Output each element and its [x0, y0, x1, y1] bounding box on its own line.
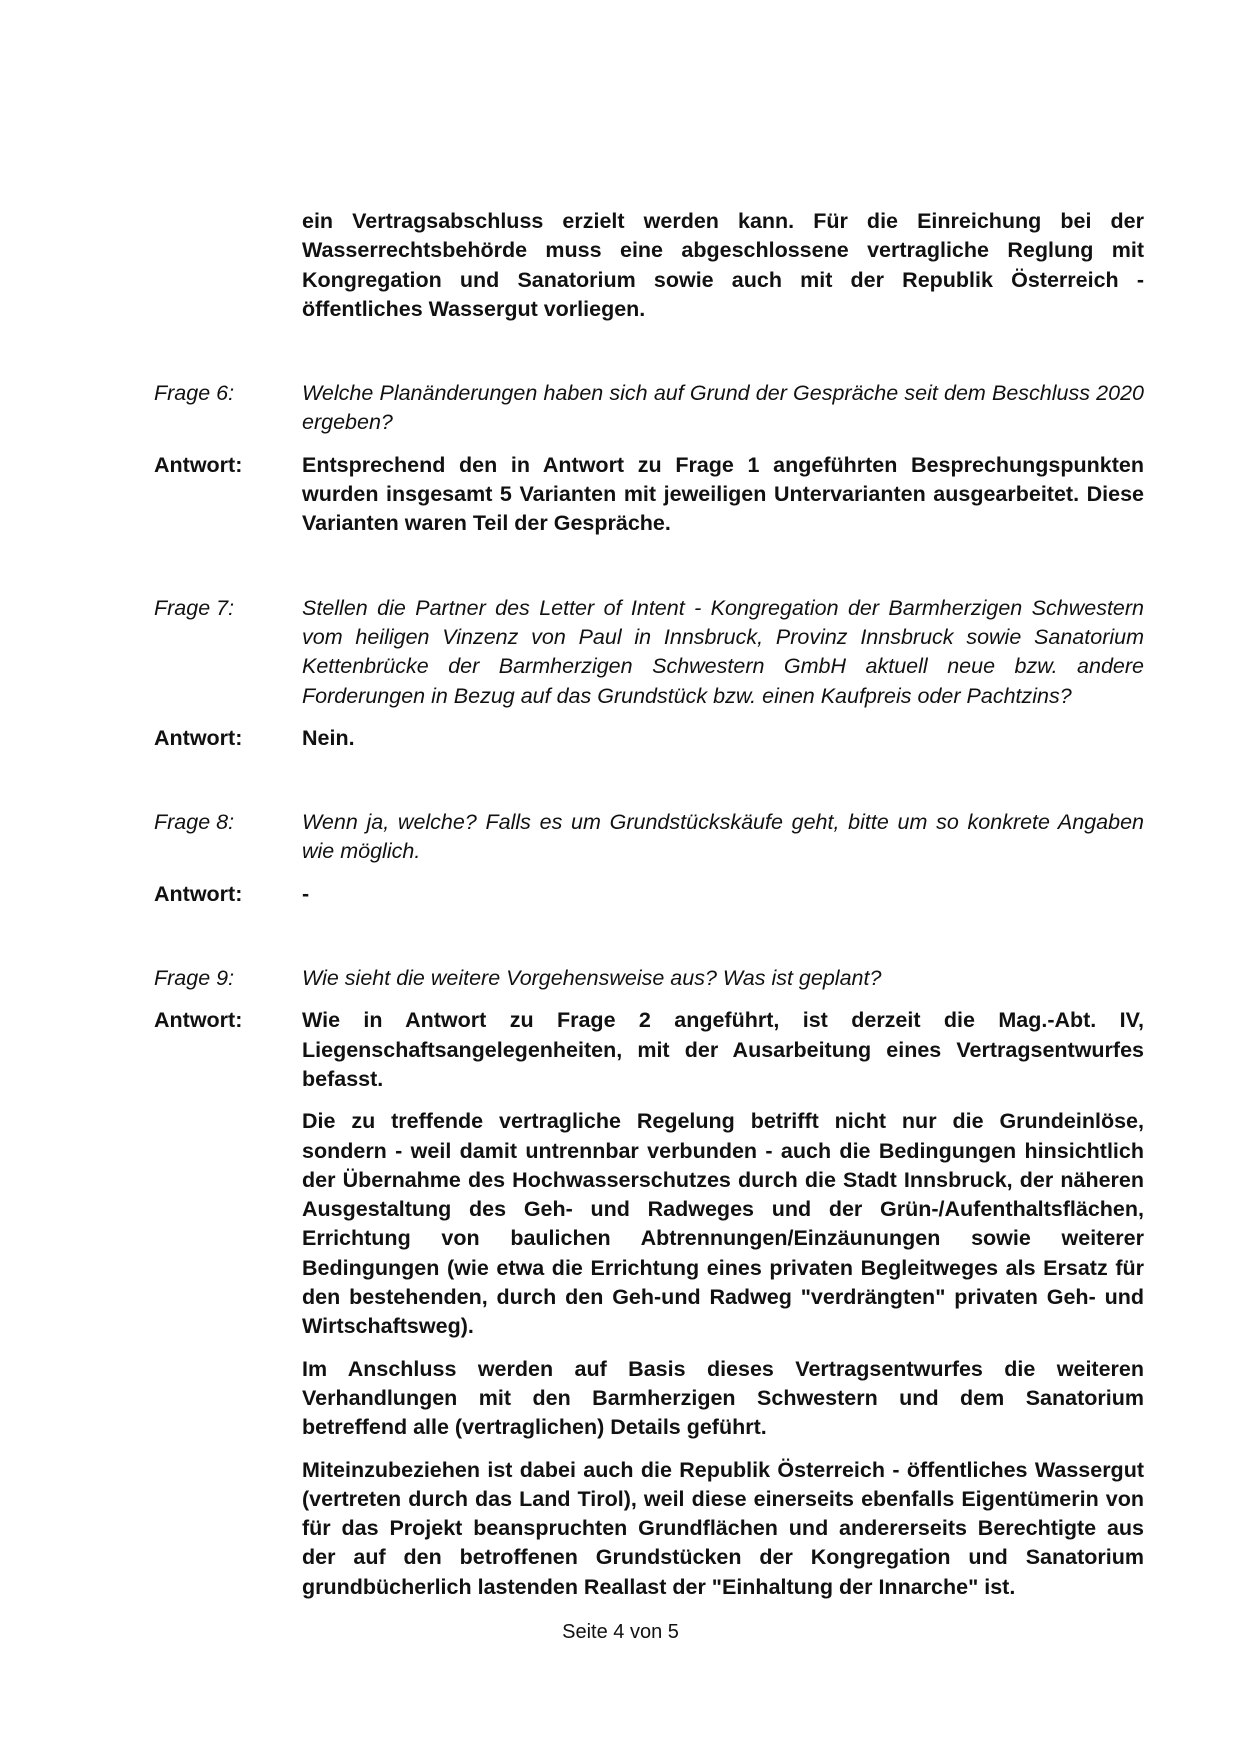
answer-label: Antwort:: [154, 1008, 243, 1033]
question-row-7: [154, 594, 1144, 711]
intro-paragraph: ein Vertragsabschluss erzielt werden kann. Für die Einreichung bei der Wasserrechtsbehörde muss eine abgeschlossene vertragliche Reglung mit Kongregation und Sanatorium sowie auch mit der Republik Österreich - öffentliches Wassergut vorliegen.: [302, 209, 1144, 321]
answer-row-6: [154, 451, 1144, 539]
question-row-8: [154, 808, 1144, 867]
answer-text: -: [302, 881, 310, 906]
answer-paragraph-1: Wie in Antwort zu Frage 2 angeführt, ist derzeit die Mag.-Abt. IV, Liegenschaftsangelegenheiten, mit der Ausarbeitung eines Vertragsentwurfes befasst.: [302, 1008, 1144, 1091]
answer-label: Antwort:: [154, 725, 243, 750]
question-text: Wie sieht die weitere Vorgehensweise aus? Was ist geplant?: [302, 966, 882, 991]
answer-label: Antwort:: [154, 881, 243, 906]
question-label: Frage 9:: [154, 966, 235, 991]
answer-row-7: [154, 724, 1144, 753]
answer-paragraph-3: Im Anschluss werden auf Basis dieses Vertragsentwurfes die weiteren Verhandlungen mit den Barmherzigen Schwestern und dem Sanatorium betreffend alle (vertraglichen) Details geführt.: [302, 1356, 1144, 1440]
answer-row-9: [154, 1006, 1144, 1602]
answer-text: Entsprechend den in Antwort zu Frage 1 angeführten Besprechungspunkten wurden insgesamt 5 Varianten mit jeweiligen Untervarianten ausgearbeitet. Diese Varianten waren Teil der Gespräche.: [302, 452, 1144, 536]
question-text: Stellen die Partner des Letter of Intent - Kongregation der Barmherzigen Schwestern vom heiligen Vinzenz von Paul in Innsbruck, Provinz Innsbruck sowie Sanatorium Kettenbrücke der Barmherzigen Schwestern GmbH aktuell neue bzw. andere Forderungen in Bezug auf das Grundstück bzw. einen Kaufpreis oder Pachtzins?: [302, 595, 1144, 708]
question-label: Frage 7:: [154, 595, 235, 620]
page-content: [154, 207, 1144, 1602]
answer-label: Antwort:: [154, 452, 243, 477]
question-label: Frage 8:: [154, 810, 235, 835]
page-number-footer: Seite 4 von 5: [562, 1621, 679, 1643]
answer-row-8: [154, 880, 1144, 909]
question-row-6: [154, 379, 1144, 438]
question-text: Wenn ja, welche? Falls es um Grundstückskäufe geht, bitte um so konkrete Angaben wie möglich.: [302, 810, 1144, 864]
question-label: Frage 6:: [154, 381, 235, 406]
question-text: Welche Planänderungen haben sich auf Grund der Gespräche seit dem Beschluss 2020 ergeben?: [302, 381, 1144, 435]
answer-paragraph-4: Miteinzubeziehen ist dabei auch die Republik Österreich - öffentliches Wassergut (vertreten durch das Land Tirol), weil diese einerseits ebenfalls Eigentümerin von für das Projekt beanspruchten Grundflächen und andererseits Berechtigte aus der auf den betroffenen Grundstücken der Kongregation und Sanatorium grundbücherlich lastenden Reallast der "Einhaltung der Innarche" ist.: [302, 1457, 1144, 1599]
intro-section: [302, 207, 1144, 324]
answer-paragraph-2: Die zu treffende vertragliche Regelung betrifft nicht nur die Grundeinlöse, sondern - weil damit untrennbar verbunden - auch die Bedingungen hinsichtlich der Übernahme des Hochwasserschutzes durch die Stadt Innsbruck, der näheren Ausgestaltung des Geh- und Radweges und der Grün-/Aufenthaltsflächen, Errichtung von baulichen Abtrennungen/Einzäunungen sowie weiterer Bedingungen (wie etwa die Errichtung eines privaten Begleitweges als Ersatz für den bestehenden, durch den Geh-und Radweg "verdrängten" privaten Geh- und Wirtschaftsweg).: [302, 1109, 1144, 1339]
answer-text: Nein.: [302, 725, 355, 750]
question-row-9: [154, 964, 1144, 993]
